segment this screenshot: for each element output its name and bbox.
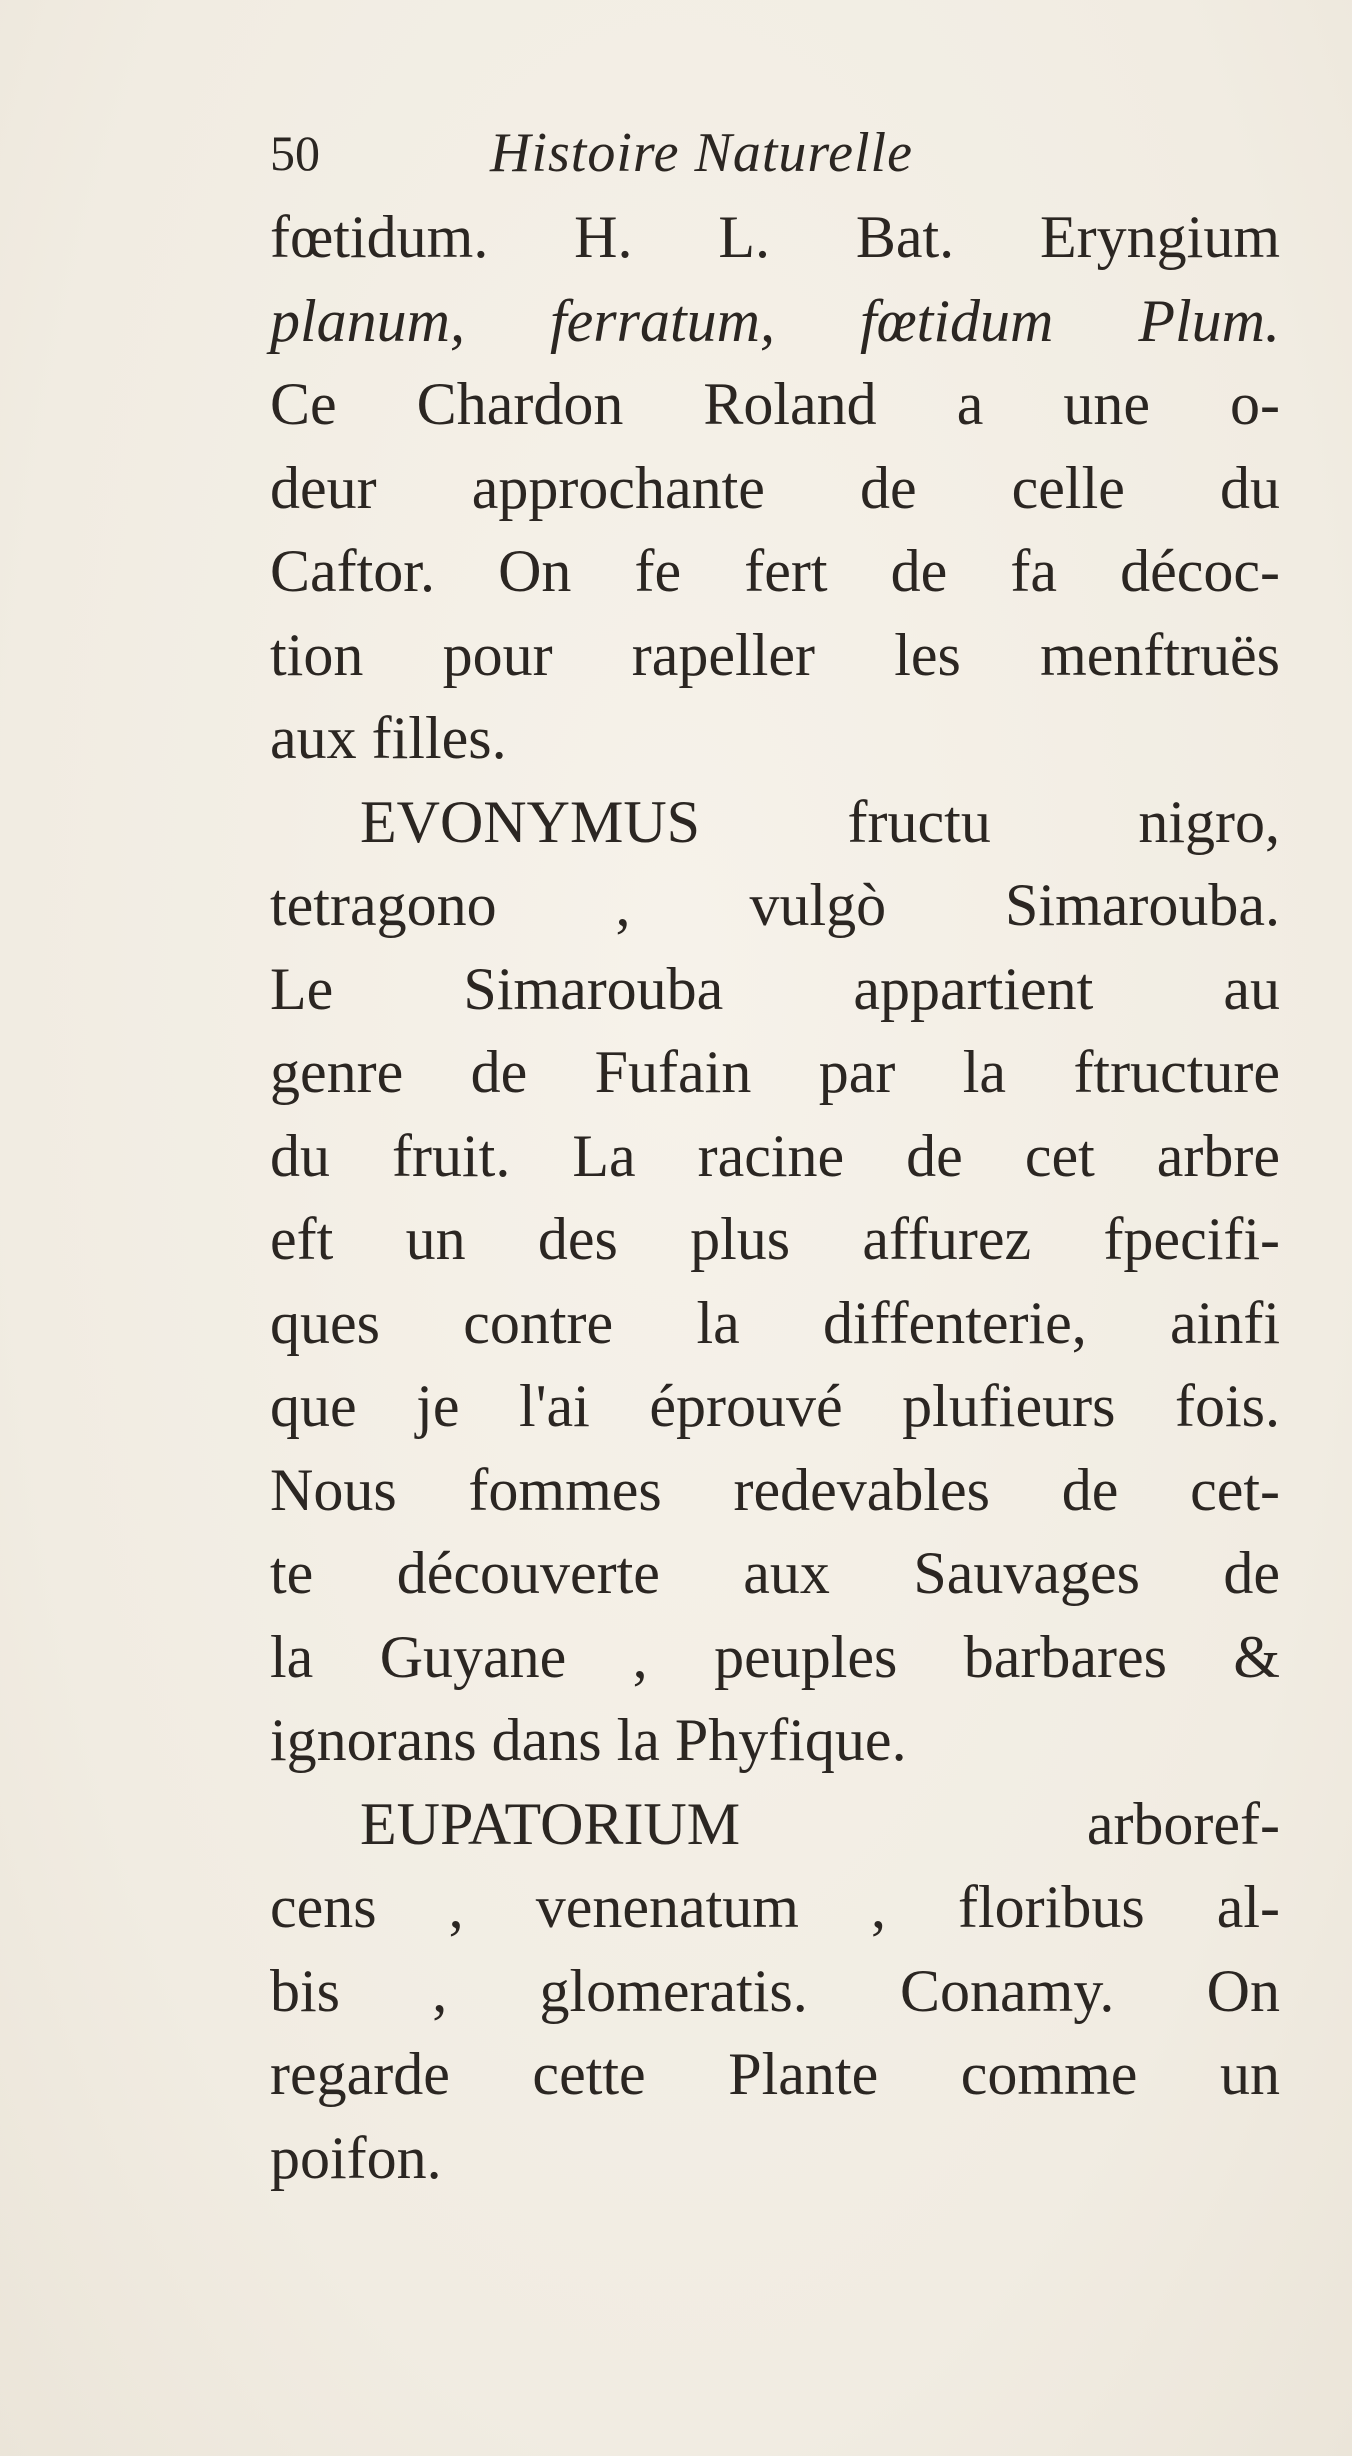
text-line: poifon. [270,2124,442,2191]
text-line: Le Simarouba appartient au [270,955,1280,1022]
text-line: bis , glomeratis. Conamy. On [270,1957,1280,2024]
running-title: Histoire Naturelle [490,122,913,184]
text-line: du fruit. La racine de cet arbre [270,1122,1280,1189]
text-line: genre de Fufain par la ftructure [270,1039,1280,1105]
text-line: deur approchante de celle du [270,454,1280,521]
page-number: 50 [270,125,320,181]
text-line: planum, ferratum, fœtidum Plum. [270,287,1280,354]
text-line: Ce Chardon Roland a une o- [270,371,1280,437]
text-line: EUPATORIUM arboref- [360,1790,1280,1857]
text-line: EVONYMUS fructu nigro, [360,788,1280,855]
page-header [270,118,1170,188]
text-line: eft un des plus affurez fpecifi- [270,1206,1280,1272]
text-line: te découverte aux Sauvages de [270,1540,1280,1606]
text-line: que je l'ai éprouvé plufieurs fois. [270,1373,1280,1439]
text-line: ques contre la diffenterie, ainfi [270,1289,1280,1356]
text-line: cens , venenatum , floribus al- [270,1874,1280,1940]
text-line: aux filles. [270,705,507,771]
text-line: fœtidum. H. L. Bat. Eryngium [270,204,1280,270]
text-line: ignorans dans la Phyfique. [270,1707,907,1773]
text-line: Nous fommes redevables de cet- [270,1456,1280,1523]
text-line: regarde cette Plante comme un [270,2041,1280,2107]
text-line: Caftor. On fe fert de fa décoc- [270,538,1280,604]
text-line: tion pour rapeller les menftruës [270,621,1280,688]
text-line: tetragono , vulgò Simarouba. [270,872,1280,938]
text-line: la Guyane , peuples barbares & [270,1623,1280,1690]
body-text [270,196,1280,2200]
